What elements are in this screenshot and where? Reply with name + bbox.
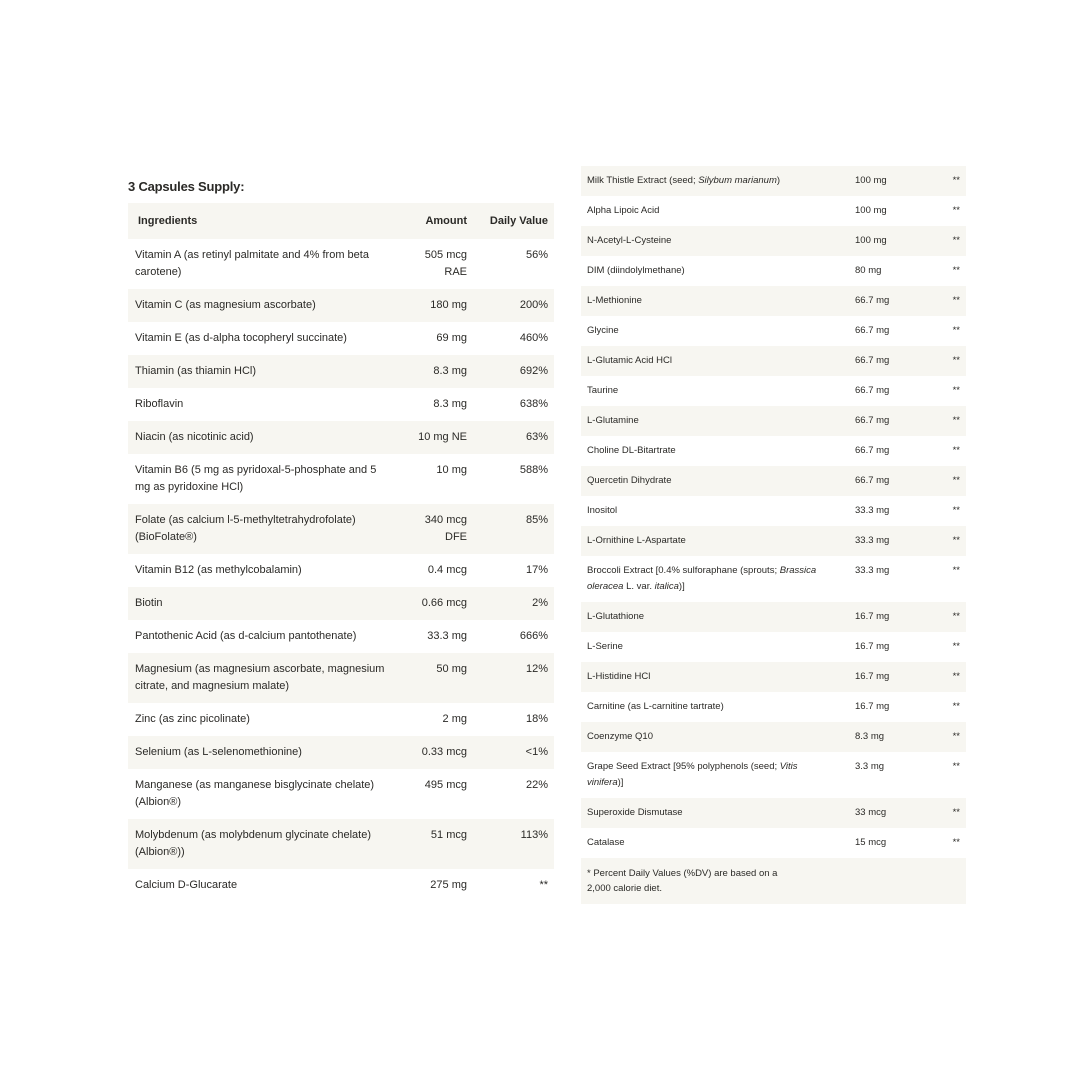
table-row xyxy=(581,376,966,406)
ingredient-name: L-Glutamine xyxy=(581,406,835,436)
ingredient-amount: 66.7 mg xyxy=(835,466,910,496)
right-table-body xyxy=(581,166,966,858)
ingredient-amount: 66.7 mg xyxy=(835,286,910,316)
ingredient-daily-value: ** xyxy=(910,286,966,316)
ingredient-name-part: Silybum marianum xyxy=(698,175,777,186)
ingredient-name: N-Acetyl-L-Cysteine xyxy=(581,226,835,256)
ingredient-daily-value: 18% xyxy=(525,713,548,725)
table-row xyxy=(128,322,554,355)
ingredient-daily-value: ** xyxy=(910,662,966,692)
ingredient-amount: 100 mg xyxy=(835,226,910,256)
ingredient-name-part: Brassica oleracea xyxy=(587,565,817,592)
ingredient-name: Taurine xyxy=(587,385,619,396)
ingredient-daily-value: ** xyxy=(910,166,966,196)
ingredient-amount: 8.3 mg xyxy=(396,355,473,388)
ingredient-amount: 16.7 mg xyxy=(835,602,910,632)
ingredient-name: Vitamin B6 (5 mg as pyridoxal-5-phosphate and 5 mg as pyridoxine HCl) xyxy=(135,464,377,493)
ingredient-daily-value: 17% xyxy=(525,564,548,576)
ingredient-amount: 51 mcg xyxy=(396,819,473,869)
ingredient-daily-value: 2% xyxy=(473,587,554,620)
table-row xyxy=(581,496,966,526)
table-row xyxy=(128,289,554,322)
ingredient-name-part: Milk Thistle Extract (seed; xyxy=(587,175,699,186)
table-row xyxy=(128,388,554,421)
ingredient-daily-value: ** xyxy=(910,722,966,752)
table-row xyxy=(581,692,966,722)
ingredient-daily-value: ** xyxy=(539,879,548,891)
table-row xyxy=(581,226,966,256)
ingredient-name: Inositol xyxy=(587,505,618,516)
table-row xyxy=(581,798,966,828)
ingredient-name xyxy=(581,556,835,602)
ingredient-name: Quercetin Dihydrate xyxy=(581,466,835,496)
ingredient-name: Vitamin A (as retinyl palmitate and 4% from beta carotene) xyxy=(135,249,369,278)
ingredient-amount: 8.3 mg xyxy=(433,398,467,410)
ingredient-daily-value: 200% xyxy=(473,289,554,322)
ingredient-name: Glycine xyxy=(587,325,619,336)
ingredient-name: Calcium D-Glucarate xyxy=(135,879,238,891)
ingredient-amount: 3.3 mg xyxy=(855,761,885,772)
ingredient-name: Vitamin B12 (as methylcobalamin) xyxy=(135,564,302,576)
ingredient-amount: 10 mg xyxy=(436,464,467,476)
ingredient-amount: 0.33 mcg xyxy=(396,736,473,769)
table-row xyxy=(581,556,966,602)
ingredient-name: Magnesium (as magnesium ascorbate, magnesium citrate, and magnesium malate) xyxy=(128,653,396,703)
ingredient-name: L-Methionine xyxy=(581,286,835,316)
ingredient-daily-value: 113% xyxy=(473,819,554,869)
ingredient-name: Carnitine (as L-carnitine tartrate) xyxy=(587,701,724,712)
ingredient-amount: 495 mcg xyxy=(424,779,467,791)
ingredient-amount: 66.7 mg xyxy=(835,346,910,376)
table-row xyxy=(581,632,966,662)
ingredient-amount: 80 mg xyxy=(855,265,882,276)
ingredient-name: Alpha Lipoic Acid xyxy=(587,205,660,216)
ingredient-name: Folate (as calcium l-5-methyltetrahydrofolate) (BioFolate®) xyxy=(128,504,396,554)
table-row xyxy=(128,819,554,869)
table-row xyxy=(581,722,966,752)
ingredient-name: L-Glutathione xyxy=(581,602,835,632)
ingredient-name: L-Histidine HCl xyxy=(581,662,835,692)
ingredient-amount: 16.7 mg xyxy=(835,662,910,692)
ingredient-daily-value: 63% xyxy=(473,421,554,454)
ingredient-name: L-Ornithine L-Aspartate xyxy=(581,526,835,556)
ingredient-amount: 2 mg xyxy=(442,713,467,725)
ingredient-daily-value: 588% xyxy=(519,464,548,476)
ingredient-daily-value: ** xyxy=(910,226,966,256)
ingredient-amount: 100 mg xyxy=(855,205,887,216)
ingredient-amount: 33.3 mg xyxy=(855,505,890,516)
table-row xyxy=(128,703,554,736)
table-row xyxy=(581,406,966,436)
ingredient-amount: 66.7 mg xyxy=(835,406,910,436)
ingredient-amount: 33.3 mg xyxy=(835,526,910,556)
ingredient-daily-value: ** xyxy=(910,798,966,828)
ingredient-amount: 505 mcg RAE xyxy=(424,249,467,278)
ingredient-amount: 15 mcg xyxy=(855,837,887,848)
ingredient-daily-value: 638% xyxy=(519,398,548,410)
left-panel xyxy=(128,178,554,902)
ingredient-name: Selenium (as L-selenomethionine) xyxy=(128,736,396,769)
table-row xyxy=(128,769,554,819)
ingredient-daily-value: 85% xyxy=(473,504,554,554)
ingredient-amount: 66.7 mg xyxy=(855,445,890,456)
ingredient-name-part: Vitis vinifera xyxy=(587,761,798,788)
ingredient-daily-value: 666% xyxy=(519,630,548,642)
ingredient-name: Thiamin (as thiamin HCl) xyxy=(128,355,396,388)
nutrition-table-left xyxy=(128,203,554,902)
ingredient-daily-value: 22% xyxy=(525,779,548,791)
ingredient-daily-value: ** xyxy=(952,265,960,276)
ingredient-amount: 340 mcg DFE xyxy=(396,504,473,554)
ingredient-daily-value: ** xyxy=(952,565,960,576)
ingredient-daily-value: ** xyxy=(952,505,960,516)
table-row xyxy=(581,466,966,496)
ingredient-amount: 66.7 mg xyxy=(855,385,890,396)
header-ingredients: Ingredients xyxy=(128,203,396,239)
table-row xyxy=(128,421,554,454)
ingredient-daily-value: ** xyxy=(952,837,960,848)
ingredient-name: Catalase xyxy=(587,837,625,848)
ingredient-daily-value: ** xyxy=(952,641,960,652)
table-row xyxy=(581,526,966,556)
ingredient-daily-value: <1% xyxy=(473,736,554,769)
ingredient-amount: 66.7 mg xyxy=(855,325,890,336)
ingredient-name-part: italica xyxy=(654,581,679,592)
table-row xyxy=(128,504,554,554)
table-row xyxy=(581,286,966,316)
ingredient-name: L-Serine xyxy=(587,641,623,652)
table-row xyxy=(128,355,554,388)
ingredient-amount: 33.3 mg xyxy=(427,630,467,642)
left-table-body xyxy=(128,239,554,902)
ingredient-daily-value: ** xyxy=(910,346,966,376)
table-row xyxy=(581,166,966,196)
ingredient-name-part: Broccoli Extract [0.4% sulforaphane (sprouts; xyxy=(587,565,780,576)
ingredient-daily-value: ** xyxy=(952,445,960,456)
ingredient-name: L-Glutamic Acid HCl xyxy=(581,346,835,376)
ingredient-amount: 8.3 mg xyxy=(835,722,910,752)
ingredient-amount: 100 mg xyxy=(835,166,910,196)
table-row xyxy=(581,196,966,226)
ingredient-daily-value: ** xyxy=(952,385,960,396)
table-row xyxy=(581,752,966,798)
ingredient-name-part: L. var. xyxy=(623,581,655,592)
table-header-row xyxy=(128,203,554,239)
ingredient-amount: 16.7 mg xyxy=(855,641,890,652)
ingredient-daily-value: ** xyxy=(952,761,960,772)
table-row xyxy=(581,256,966,286)
ingredient-name: Pantothenic Acid (as d-calcium pantothenate) xyxy=(135,630,357,642)
ingredient-amount: 69 mg xyxy=(436,332,467,344)
ingredient-name-part: ) xyxy=(776,175,781,186)
ingredient-daily-value: ** xyxy=(952,701,960,712)
ingredient-name-part: Grape Seed Extract [95% polyphenols (seed; xyxy=(587,761,780,772)
ingredient-name: DIM (diindolylmethane) xyxy=(587,265,685,276)
ingredient-daily-value: ** xyxy=(952,205,960,216)
table-row xyxy=(581,828,966,858)
ingredient-name-part: )] xyxy=(678,581,685,592)
nutrition-table-right xyxy=(581,166,966,858)
ingredient-daily-value: 460% xyxy=(519,332,548,344)
ingredient-daily-value: ** xyxy=(952,325,960,336)
table-row xyxy=(581,436,966,466)
ingredient-amount: 275 mg xyxy=(430,879,467,891)
table-row xyxy=(128,620,554,653)
supply-title: 3 Capsules Supply: xyxy=(128,179,245,194)
ingredient-name: Vitamin C (as magnesium ascorbate) xyxy=(128,289,396,322)
footnote-text: * Percent Daily Values (%DV) are based on a 2,000 calorie diet. xyxy=(587,868,778,894)
table-row xyxy=(581,346,966,376)
footnote xyxy=(581,858,966,904)
ingredient-amount: 0.66 mcg xyxy=(396,587,473,620)
ingredient-daily-value: 692% xyxy=(473,355,554,388)
ingredient-name: Choline DL-Bitartrate xyxy=(587,445,676,456)
ingredient-daily-value: ** xyxy=(910,602,966,632)
ingredient-name: Niacin (as nicotinic acid) xyxy=(128,421,396,454)
ingredient-daily-value: 56% xyxy=(525,249,548,261)
table-row xyxy=(128,869,554,902)
ingredient-daily-value: ** xyxy=(910,406,966,436)
table-row xyxy=(581,602,966,632)
ingredient-daily-value: ** xyxy=(910,526,966,556)
ingredient-amount: 50 mg xyxy=(396,653,473,703)
ingredient-name xyxy=(581,752,835,798)
table-row xyxy=(581,316,966,346)
table-row xyxy=(128,653,554,703)
ingredient-name: Coenzyme Q10 xyxy=(581,722,835,752)
table-row xyxy=(128,554,554,587)
ingredient-name: Riboflavin xyxy=(135,398,184,410)
table-row xyxy=(128,454,554,504)
ingredient-name-part: )] xyxy=(617,777,624,788)
table-row xyxy=(128,239,554,289)
ingredient-amount: 16.7 mg xyxy=(855,701,890,712)
ingredient-name: Zinc (as zinc picolinate) xyxy=(135,713,250,725)
ingredient-name: Manganese (as manganese bisglycinate chelate) (Albion®) xyxy=(135,779,375,808)
ingredient-amount: 0.4 mcg xyxy=(427,564,467,576)
header-amount: Amount xyxy=(396,203,473,239)
table-row xyxy=(128,736,554,769)
ingredient-name: Superoxide Dismutase xyxy=(581,798,835,828)
ingredient-amount: 33 mcg xyxy=(835,798,910,828)
ingredient-name: Molybdenum (as molybdenum glycinate chelate) (Albion®)) xyxy=(128,819,396,869)
right-panel xyxy=(581,166,966,904)
ingredient-amount: 33.3 mg xyxy=(855,565,890,576)
ingredient-name: Biotin xyxy=(128,587,396,620)
ingredient-name xyxy=(581,166,835,196)
table-row xyxy=(128,587,554,620)
ingredient-amount: 180 mg xyxy=(396,289,473,322)
table-row xyxy=(581,662,966,692)
ingredient-name: Vitamin E (as d-alpha tocopheryl succinate) xyxy=(135,332,347,344)
header-daily-value: Daily Value xyxy=(473,203,554,239)
ingredient-amount: 10 mg NE xyxy=(396,421,473,454)
ingredient-daily-value: ** xyxy=(910,466,966,496)
ingredient-daily-value: 12% xyxy=(473,653,554,703)
